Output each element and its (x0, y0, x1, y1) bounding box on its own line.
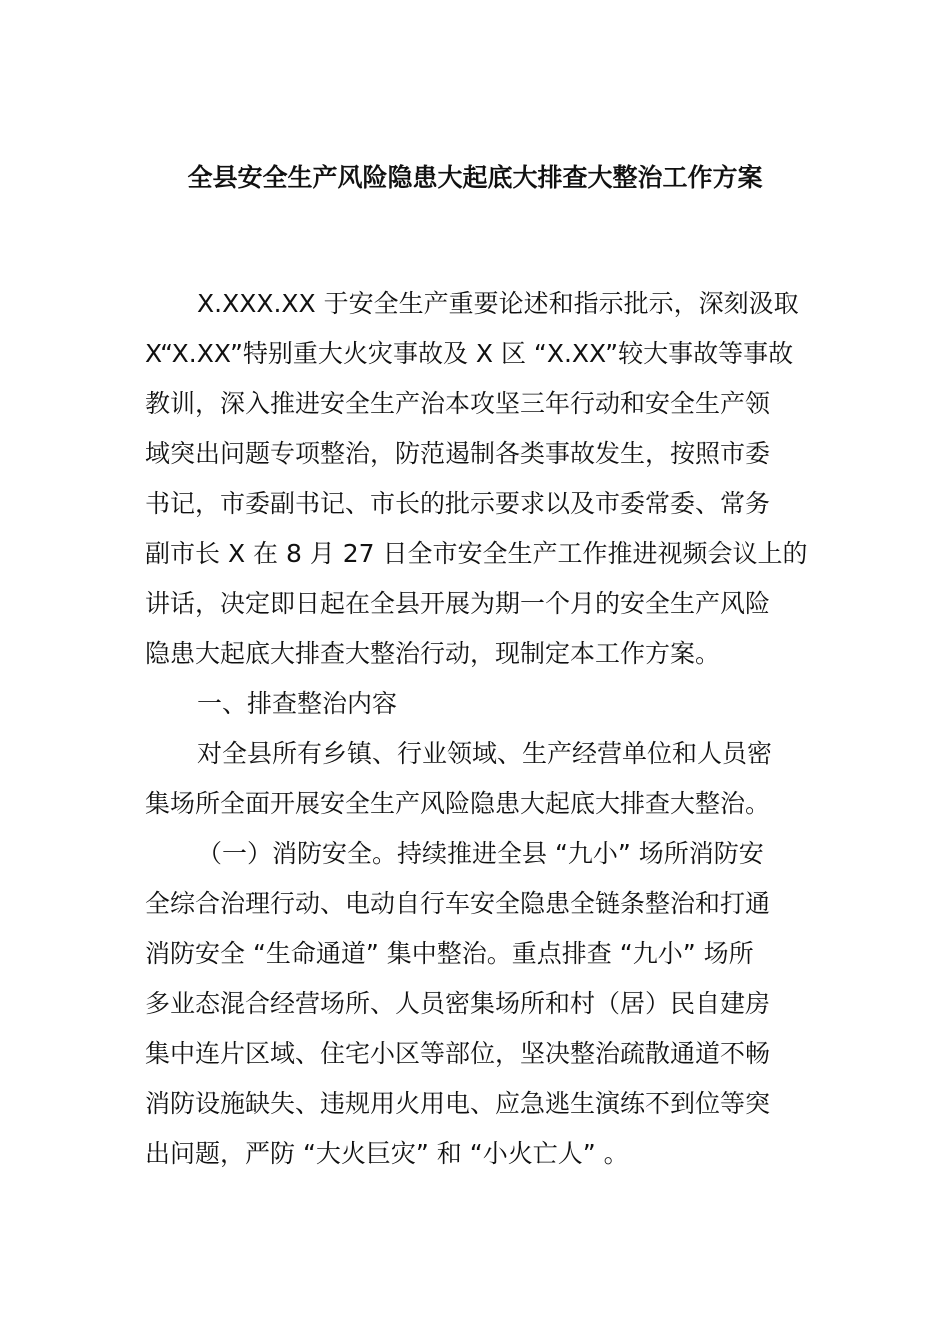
body-line: （一）消防安全。持续推进全县 “九小” 场所消防安 (197, 839, 764, 868)
body-line: 讲话，决定即日起在全县开展为期一个月的安全生产风险 (145, 589, 771, 618)
body-line: 书记，市委副书记、市长的批示要求以及市委常委、常务 (145, 489, 771, 518)
body-line: 消防设施缺失、违规用火用电、应急逃生演练不到位等突 (145, 1089, 771, 1118)
document-title: 全县安全生产风险隐患大起底大排查大整治工作方案 (187, 163, 763, 192)
body-line: 副市长 X 在 8 月 27 日全市安全生产工作推进视频会议上的 (145, 539, 808, 568)
body-line: 集中连片区域、住宅小区等部位，坚决整治疏散通道不畅 (145, 1039, 771, 1068)
document-body (145, 279, 810, 1179)
section-heading: 一、排查整治内容 (197, 689, 398, 718)
body-line: X.XXX.XX 于安全生产重要论述和指示批示，深刻汲取 (197, 289, 799, 318)
body-line: 教训，深入推进安全生产治本攻坚三年行动和安全生产领 (145, 389, 771, 418)
body-line: 出问题，严防 “大火巨灾” 和 “小火亡人” 。 (145, 1139, 629, 1168)
body-line: 多业态混合经营场所、人员密集场所和村（居）民自建房 (145, 989, 771, 1018)
body-line: 域突出问题专项整治，防范遏制各类事故发生，按照市委 (145, 439, 771, 468)
body-line: 对全县所有乡镇、行业领域、生产经营单位和人员密 (197, 739, 773, 768)
body-line: 集场所全面开展安全生产风险隐患大起底大排查大整治。 (145, 789, 771, 818)
body-line: 消防安全 “生命通道” 集中整治。重点排查 “九小” 场所 (145, 939, 754, 968)
body-line: X“X.XX”特别重大火灾事故及 X 区 “X.XX”较大事故等事故 (145, 339, 794, 368)
body-line: 全综合治理行动、电动自行车安全隐患全链条整治和打通 (145, 889, 771, 918)
body-line: 隐患大起底大排查大整治行动，现制定本工作方案。 (145, 639, 721, 668)
